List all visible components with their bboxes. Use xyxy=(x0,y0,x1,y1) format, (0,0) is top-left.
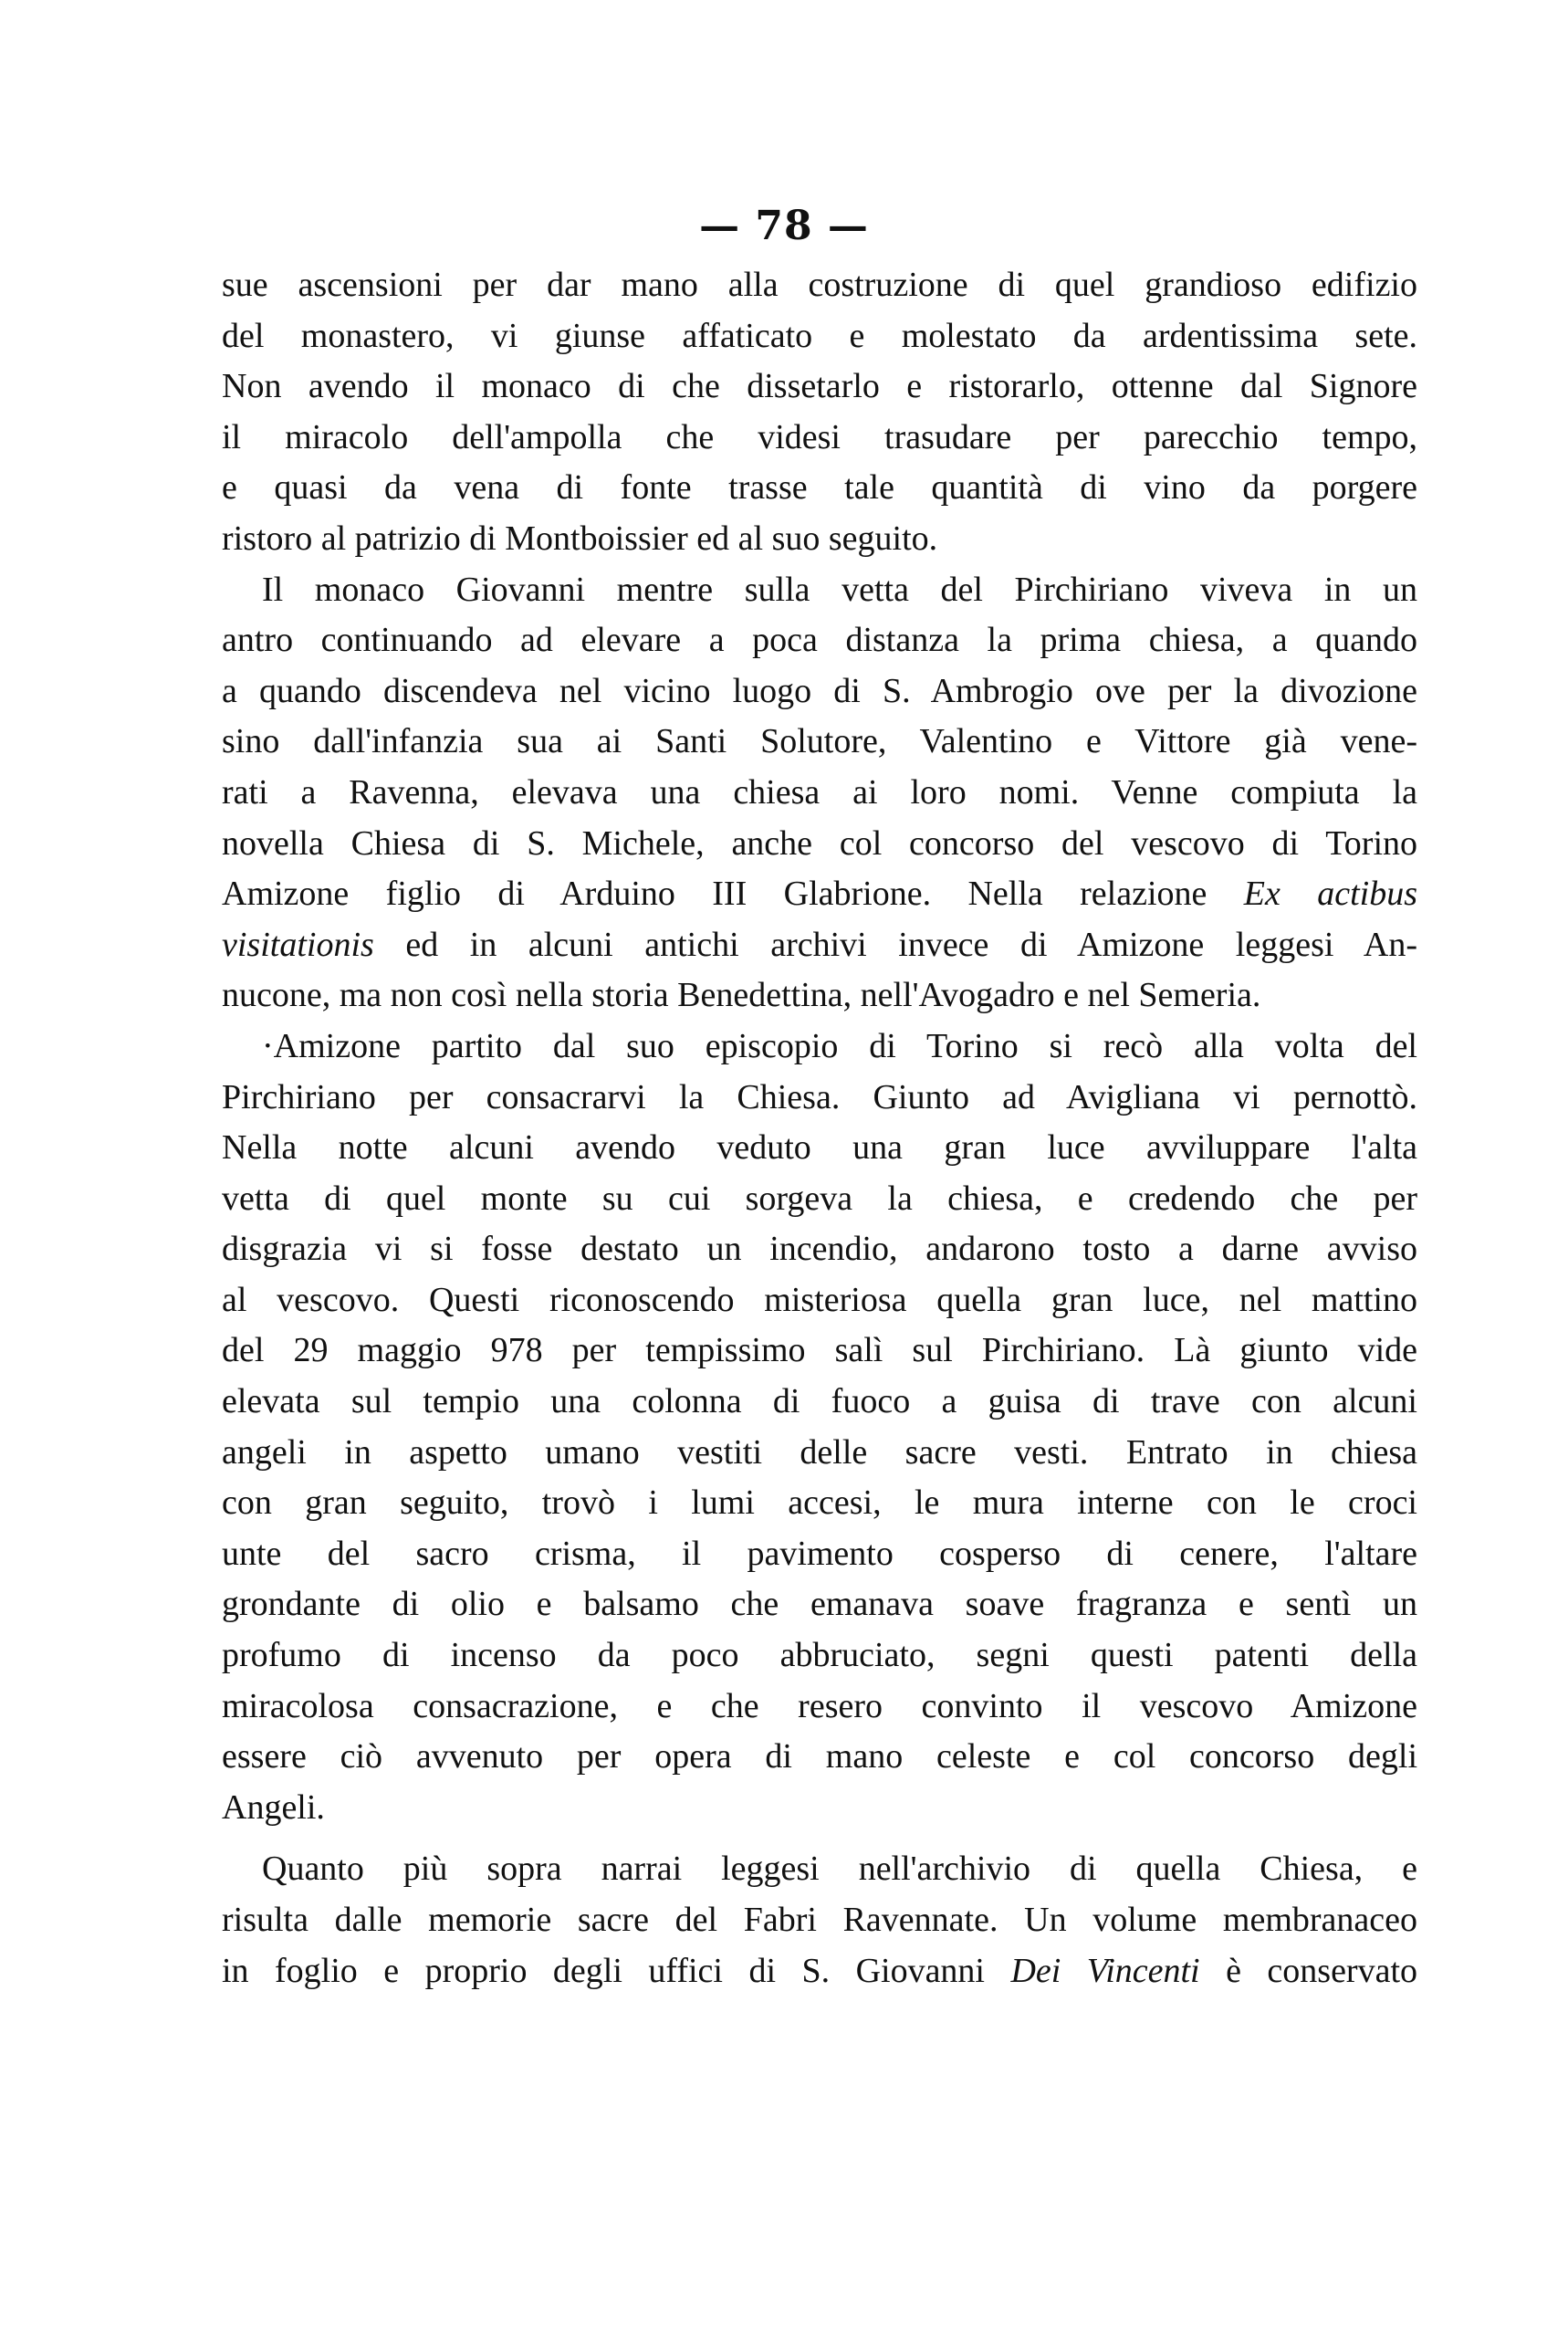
text-line: rati a Ravenna, elevava una chiesa ai loro nomi. Venne compiuta la xyxy=(222,772,1417,812)
text-line: e quasi da vena di fonte trasse tale quantità di vino da porgere xyxy=(222,468,1417,508)
text-line: sue ascensioni per dar mano alla costruzione di quel grandioso edifizio xyxy=(222,266,1417,304)
italic-phrase: Dei Vincenti xyxy=(1010,1951,1200,1990)
text-line: del 29 maggio 978 per tempissimo salì sul Pirchiriano. Là giunto vide xyxy=(222,1331,1417,1370)
text-line: novella Chiesa di S. Michele, anche col concorso del vescovo di Torino xyxy=(222,823,1417,863)
text-line: del monastero, vi giunse affaticato e molestato da ardentissima sete. xyxy=(222,316,1417,355)
paragraph-gap xyxy=(222,1833,1417,1844)
text-line: essere ciò avvenuto per opera di mano celeste e col concorso degli xyxy=(222,1737,1417,1776)
text-line: angeli in aspetto umano vestiti delle sacre vesti. Entrato in chiesa xyxy=(222,1432,1417,1472)
text-line: Quanto più sopra narrai leggesi nell'archivio di quella Chiesa, e xyxy=(262,1850,1417,1889)
text-segment: in foglio e proprio degli uffici di S. Giovanni xyxy=(222,1951,985,1990)
text-line: antro continuando ad elevare a poca distanza la prima chiesa, a quando xyxy=(222,621,1417,660)
italic-phrase: Ex actibus xyxy=(1243,875,1417,914)
text-line: vetta di quel monte su cui sorgeva la chiesa, e credendo che per xyxy=(222,1179,1417,1218)
text-line: disgrazia vi si fosse destato un incendio, andarono tosto a darne avviso xyxy=(222,1230,1417,1269)
text-segment: Amizone figlio di Arduino III Glabrione. Nella relazione xyxy=(222,875,1207,914)
text-line: grondante di olio e balsamo che emanava soave fragranza e sentì un xyxy=(222,1585,1417,1624)
body-text xyxy=(222,260,1417,1996)
text-line: nucone, ma non così nella storia Benedettina, nell'Avogadro e nel Semeria. xyxy=(222,976,1261,1015)
text-line: Nella notte alcuni avendo veduto una gran luce avviluppare l'alta xyxy=(222,1128,1417,1168)
text-line: profumo di incenso da poco abbruciato, segni questi patenti della xyxy=(222,1636,1417,1675)
text-line: unte del sacro crisma, il pavimento cosperso di cenere, l'altare xyxy=(222,1534,1417,1573)
text-line: Non avendo il monaco di che dissetarlo e ristorarlo, ottenne dal Signore xyxy=(222,367,1417,406)
text-line: Angeli. xyxy=(222,1787,325,1827)
text-line xyxy=(222,869,1417,920)
text-line xyxy=(222,920,1417,971)
text-line: a quando discendeva nel vicino luogo di S. Ambrogio ove per la divozione xyxy=(222,671,1417,710)
text-line: sino dall'infanzia sua ai Santi Solutore, Valentino e Vittore già vene- xyxy=(222,722,1417,761)
text-segment: è conservato xyxy=(1226,1951,1417,1990)
text-line: Il monaco Giovanni mentre sulla vetta del Pirchiriano viveva in un xyxy=(262,570,1417,609)
text-line: risulta dalle memorie sacre del Fabri Ravennate. Un volume membranaceo xyxy=(222,1901,1417,1939)
text-line: al vescovo. Questi riconoscendo misteriosa quella gran luce, nel mattino xyxy=(222,1280,1417,1319)
text-line: miracolosa consacrazione, e che resero convinto il vescovo Amizone xyxy=(222,1686,1417,1725)
italic-phrase: visitationis xyxy=(222,925,374,964)
text-line: ·Amizone partito dal suo episcopio di Torino si recò alla volta del xyxy=(262,1026,1417,1065)
text-line: elevata sul tempio una colonna di fuoco a guisa di trave con alcuni xyxy=(222,1382,1417,1421)
text-line: ristoro al patrizio di Montboissier ed al suo seguito. xyxy=(222,519,938,558)
text-line: con gran seguito, trovò i lumi accesi, le mura interne con le croci xyxy=(222,1483,1417,1523)
text-line: il miracolo dell'ampolla che videsi trasudare per parecchio tempo, xyxy=(222,417,1417,456)
text-line: Pirchiriano per consacrarvi la Chiesa. Giunto ad Avigliana vi pernottò. xyxy=(222,1077,1417,1116)
text-segment: ed in alcuni antichi archivi invece di Amizone leggesi An- xyxy=(405,925,1417,964)
page-number: — 78 — xyxy=(699,203,869,249)
text-line xyxy=(222,1946,1417,1997)
